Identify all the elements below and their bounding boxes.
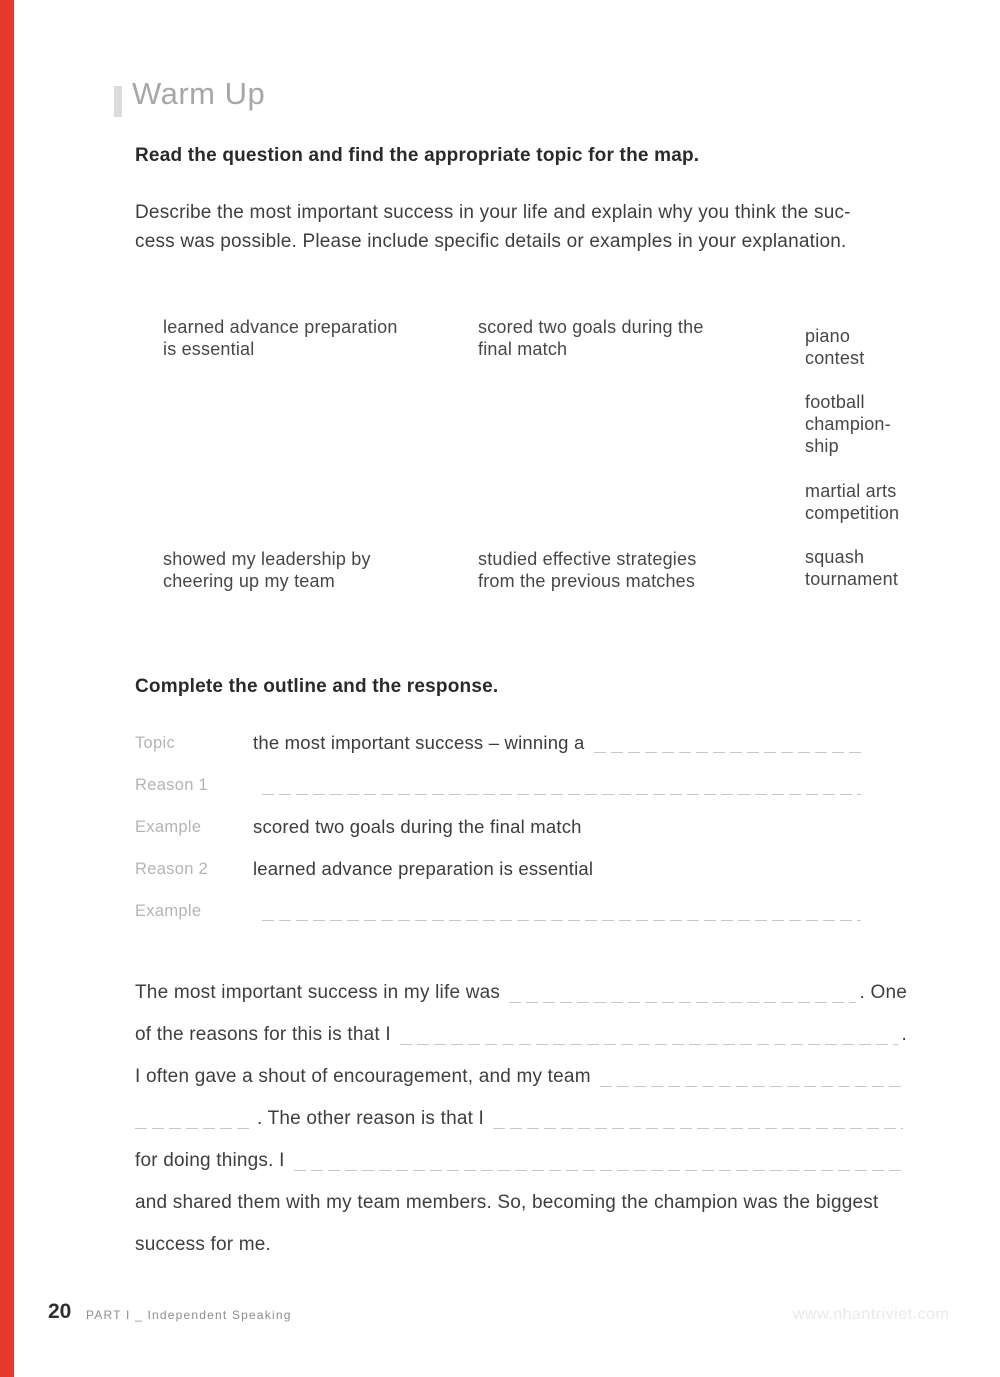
response-blank-1 [509, 981, 855, 1003]
outline-label-topic: Topic [135, 734, 176, 752]
response-line-2: of the reasons for this is that I . [135, 1024, 907, 1045]
outline-topic-text: the most important success – winning a [253, 732, 585, 753]
outline-example2-blank [262, 899, 861, 921]
instruction-read-question: Read the question and find the appropriate topic for the map. [135, 145, 700, 166]
outline-row-topic [135, 730, 865, 756]
response-blank-5 [294, 1149, 903, 1171]
page-edge-tab [0, 0, 14, 1377]
map-topic-piano-contest: piano contest [805, 326, 865, 368]
response-line-3: I often gave a shout of encouragement, and my team [135, 1064, 907, 1090]
publisher-watermark: www.nhantriviet.com [793, 1306, 950, 1323]
outline-label-example2: Example [135, 902, 202, 920]
footer-part-label: PART I _ Independent Speaking [86, 1308, 292, 1322]
response-line-7: success for me. [135, 1234, 272, 1255]
outline-reason1-blank [262, 773, 861, 795]
map-topic-football-championship: football champion- ship [805, 392, 891, 456]
outline-topic-blank [594, 731, 861, 753]
response-line-6: and shared them with my team members. So, becoming the champion was the biggest [135, 1192, 879, 1213]
section-tick [114, 86, 122, 117]
question-line-1: Describe the most important success in your life and explain why you think the suc- [135, 202, 851, 223]
outline-label-reason1: Reason 1 [135, 776, 209, 794]
question-paragraph [135, 198, 935, 256]
outline-row-reason1 [135, 772, 865, 798]
instruction-complete-outline: Complete the outline and the response. [135, 676, 499, 697]
outline-label-example1: Example [135, 818, 202, 836]
outline-row-example1 [135, 814, 865, 840]
map-topic-martial-arts: martial arts competition [805, 481, 900, 523]
response-blank-4a [135, 1107, 253, 1129]
outline-row-example2 [135, 898, 865, 924]
outline-row-reason2 [135, 856, 865, 882]
question-line-2: cess was possible. Please include specific details or examples in your explanation. [135, 231, 847, 252]
response-line-1: The most important success in my life was . One [135, 982, 907, 1003]
response-line-4: . The other reason is that I [135, 1106, 907, 1132]
response-line-5: for doing things. I [135, 1148, 907, 1174]
map-idea-strategies: studied effective strategies from the previous matches [478, 549, 697, 591]
map-idea-leadership: showed my leadership by cheering up my team [163, 549, 371, 591]
map-topic-squash-tournament: squash tournament [805, 547, 899, 589]
outline-example1-text: scored two goals during the final match [253, 816, 582, 837]
section-title: Warm Up [132, 76, 266, 111]
response-blank-4b [493, 1107, 903, 1129]
response-blank-2 [400, 1023, 898, 1045]
outline-label-reason2: Reason 2 [135, 860, 209, 878]
response-blank-3 [600, 1065, 903, 1087]
map-idea-two-goals: scored two goals during the final match [478, 317, 704, 359]
page-number: 20 [48, 1300, 72, 1323]
map-idea-advance-preparation: learned advance preparation is essential [163, 317, 398, 359]
outline-reason2-text: learned advance preparation is essential [253, 858, 594, 879]
